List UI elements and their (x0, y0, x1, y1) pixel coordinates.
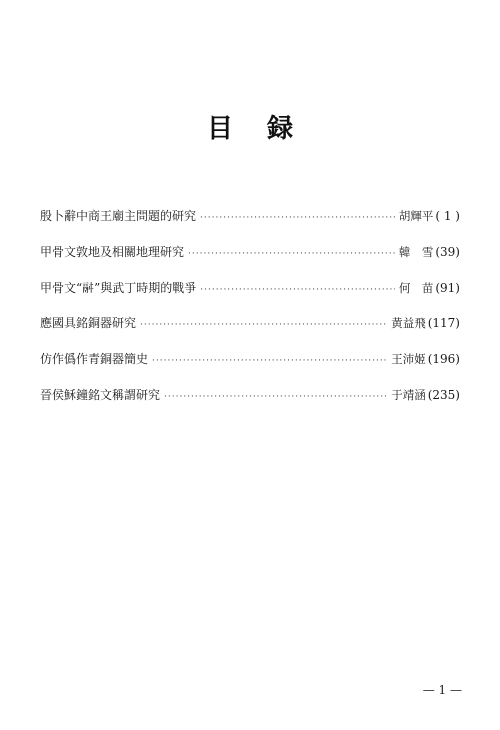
entry-author: 韓 雪 (398, 244, 434, 259)
entry-author: 黄益飛 (391, 316, 426, 331)
entry-page: (91) (435, 280, 460, 295)
dot-leader (140, 320, 387, 330)
entry-author: 何 苗 (398, 280, 434, 295)
title-char-1: 目 (206, 114, 233, 144)
entry-title: 殷卜辭中商王廟主問題的研究 (40, 209, 197, 223)
entry-page: ( 1 ) (435, 209, 460, 223)
entry-title: 甲骨文敦地及相關地理研究 (40, 244, 185, 259)
entry-title: 應國具銘銅器研究 (40, 316, 137, 331)
entry-title: 甲骨文“𩰫”與武丁時期的戰爭 (40, 280, 197, 295)
toc-entry (40, 207, 460, 243)
toc-entry (40, 279, 460, 315)
dot-leader (164, 392, 387, 402)
toc-entry (40, 386, 460, 422)
toc-entry (40, 314, 460, 350)
table-of-contents (40, 207, 460, 422)
entry-author: 于靖涵 (391, 387, 426, 402)
dot-leader (200, 285, 395, 295)
title-char-2: 録 (267, 114, 294, 144)
page-title (0, 108, 500, 145)
entry-page: (39) (435, 244, 460, 259)
entry-page: (235) (427, 387, 460, 402)
dot-leader (200, 213, 395, 223)
page-number: — 1 — (422, 683, 462, 697)
entry-author: 胡輝平 (398, 209, 434, 223)
entry-title: 仿作僞作青銅器簡史 (40, 352, 149, 367)
entry-title: 晉侯穌鐘銘文稱謂研究 (40, 387, 161, 402)
entry-page: (117) (427, 316, 460, 331)
toc-entry (40, 350, 460, 386)
dot-leader (152, 356, 387, 366)
entry-author: 王沛姬 (391, 352, 426, 367)
toc-entry (40, 243, 460, 279)
dot-leader (188, 249, 395, 259)
entry-page: (196) (427, 352, 460, 367)
